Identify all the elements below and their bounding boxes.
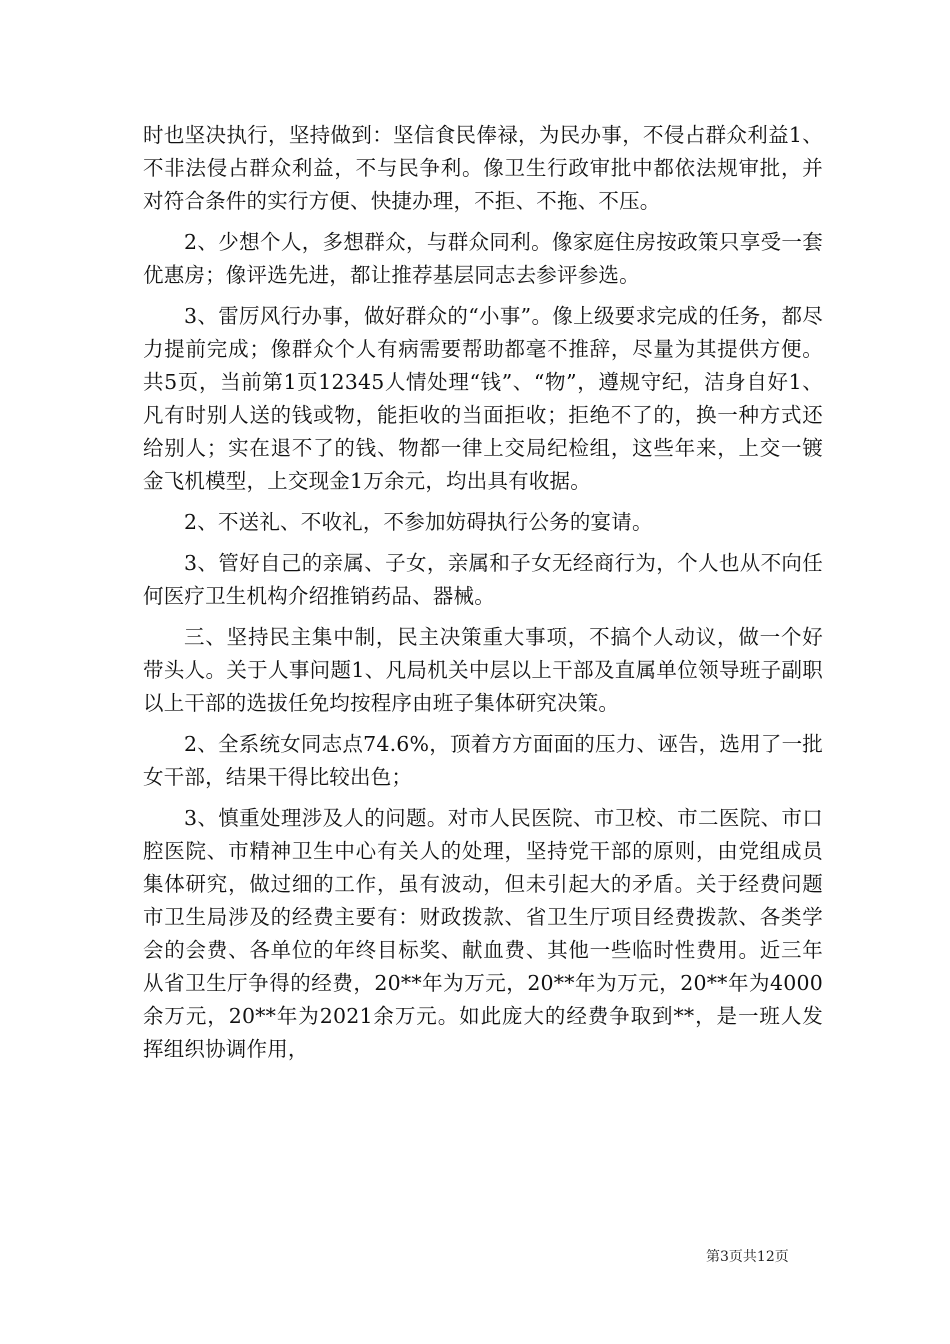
- paragraph-female-cadres: 2、全系统女同志点74.6%，顶着方方面面的压力、诬告，选用了一批女干部，结果干得比较出色；: [143, 732, 823, 789]
- paragraph-continuation: 时也坚决执行，坚持做到：坚信食民俸禄，为民办事，不侵占群众利益1、不非法侵占群众利益，不与民争利。像卫生行政审批中都依法规审批，并对符合条件的实行方便、快捷办理，不拒、不拖、不压。: [143, 123, 823, 213]
- paragraph-item-3: 3、雷厉风行办事，做好群众的“小事”。像上级要求完成的任务，都尽力提前完成；像群众个人有病需要帮助都毫不推辞，尽量为其提供方便。共5页，当前第1页12345人情处理“钱”、“物”，遵规守纪，洁身自好1、凡有时别人送的钱或物，能拒收的当面拒收；拒绝不了的，换一种方式还给别人；实在退不了的钱、物都一律上交局纪检组，这些年来，上交一镀金飞机模型，上交现金1万余元，均出具有收据。: [143, 304, 823, 493]
- paragraph-item-2: 2、少想个人，多想群众，与群众同利。像家庭住房按政策只享受一套优惠房；像评选先进，都让推荐基层同志去参评参选。: [143, 230, 823, 287]
- paragraph-relatives: 3、管好自己的亲属、子女，亲属和子女无经商行为，个人也从不向任何医疗卫生机构介绍推销药品、器械。: [143, 551, 823, 608]
- paragraph-section-three: 三、坚持民主集中制，民主决策重大事项，不搞个人动议，做一个好带头人。关于人事问题1、凡局机关中层以上干部及直属单位领导班子副职以上干部的选拔任免均按程序由班子集体研究决策。: [143, 625, 823, 715]
- paragraph-no-gifts: 2、不送礼、不收礼，不参加妨碍执行公务的宴请。: [184, 510, 653, 534]
- page-number: 第3页共12页: [706, 1249, 789, 1265]
- document-body: [143, 119, 823, 1074]
- paragraph-funding: 3、慎重处理涉及人的问题。对市人民医院、市卫校、市二医院、市口腔医院、市精神卫生中心有关人的处理，坚持党干部的原则，由党组成员集体研究，做过细的工作，虽有波动，但未引起大的矛盾。关于经费问题市卫生局涉及的经费主要有：财政拨款、省卫生厅项目经费拨款、各类学会的会费、各单位的年终目标奖、献血费、其他一些临时性费用。近三年从省卫生厅争得的经费，20**年为万元，20**年为万元，20**年为4000余万元，20**年为2021余万元。如此庞大的经费争取到**，是一班人发挥组织协调作用，: [143, 806, 823, 1061]
